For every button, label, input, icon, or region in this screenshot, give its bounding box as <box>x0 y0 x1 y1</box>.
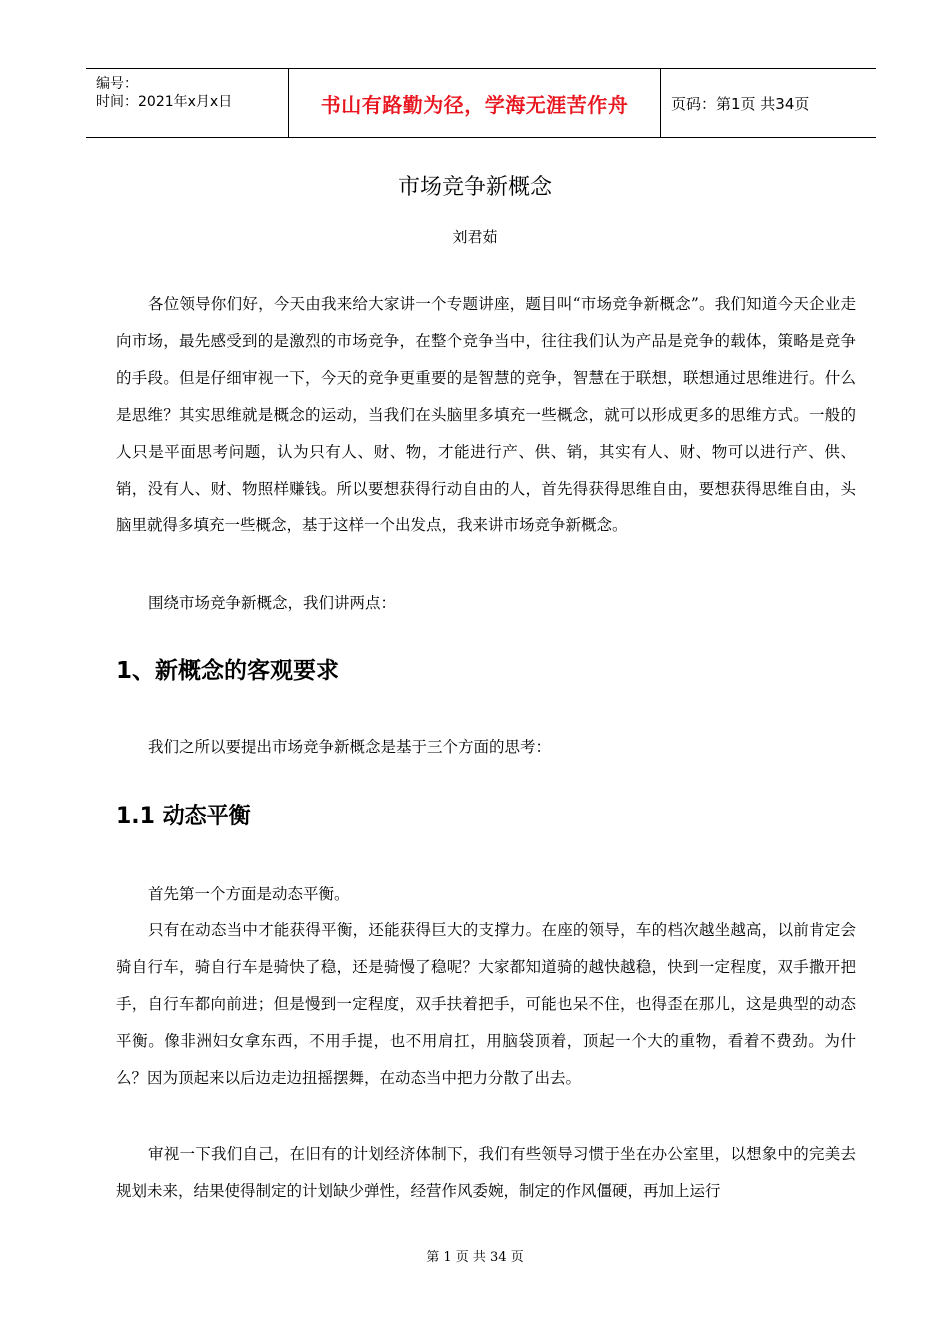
time-label: 时间：2021年x月x日 <box>96 94 233 110</box>
header-motto-cell <box>288 69 661 137</box>
page-footer: 第 1 页 共 34 页 <box>426 1250 524 1265</box>
heading-section-1-1: 1.1 动态平衡 <box>116 804 251 829</box>
motto-text: 书山有路勤为径，学海无涯苦作舟 <box>320 92 629 117</box>
document-title: 市场竞争新概念 <box>397 175 552 200</box>
page-label: 页码：第1页 共34页 <box>671 94 810 113</box>
paragraph-dynamic-balance-body: 只有在动态当中才能获得平衡，还能获得巨大的支撑力。在座的领导，车的档次越坐越高，以前肯定会骑自行车，骑自行车是骑快了稳，还是骑慢了稳呢？大家都知道骑的越快越稳，快到一定程度，双手撒开把手，自行车都向前进；但是慢到一定程度，双手扶着把手，可能也呆不住，也得歪在那儿，这是典型的动态平衡。像非洲妇女拿东西，不用手提，也不用肩扛，用脑袋顶着，顶起一个大的重物，看着不费劲。为什么？因为顶起来以后边走边扭摇摆舞，在动态当中把力分散了出去。 <box>116 921 856 1087</box>
number-label: 编号： <box>96 76 138 92</box>
paragraph-self-review: 审视一下我们自己，在旧有的计划经济体制下，我们有些领导习惯于坐在办公室里，以想象中的完美去规划未来，结果使得制定的计划缺少弹性，经营作风委婉，制定的作风僵硬，再加上运行 <box>116 1145 856 1200</box>
header-page-cell <box>661 69 876 137</box>
paragraph-section-1-intro: 我们之所以要提出市场竞争新概念是基于三个方面的思考： <box>148 738 552 756</box>
document-author: 刘君茹 <box>452 228 498 246</box>
paragraph-dynamic-balance-intro: 首先第一个方面是动态平衡。 <box>148 885 350 903</box>
heading-section-1: 1、新概念的客观要求 <box>116 658 340 684</box>
header-table <box>86 68 876 138</box>
header-meta-cell <box>86 69 288 137</box>
paragraph-intro: 各位领导你们好，今天由我来给大家讲一个专题讲座，题目叫“市场竞争新概念”。我们知道今天企业走向市场，最先感受到的是激烈的市场竞争，在整个竞争当中，往往我们认为产品是竞争的载体，策略是竞争的手段。但是仔细审视一下，今天的竞争更重要的是智慧的竞争，智慧在于联想，联想通过思维进行。什么是思维？其实思维就是概念的运动，当我们在头脑里多填充一些概念，就可以形成更多的思维方式。一般的人只是平面思考问题，认为只有人、财、物，才能进行产、供、销，其实有人、财、物可以进行产、供、销，没有人、财、物照样赚钱。所以要想获得行动自由的人，首先得获得思维自由，要想获得思维自由，头脑里就得多填充一些概念，基于这样一个出发点，我来讲市场竞争新概念。 <box>116 295 856 535</box>
paragraph-outline: 围绕市场竞争新概念，我们讲两点： <box>148 594 397 612</box>
